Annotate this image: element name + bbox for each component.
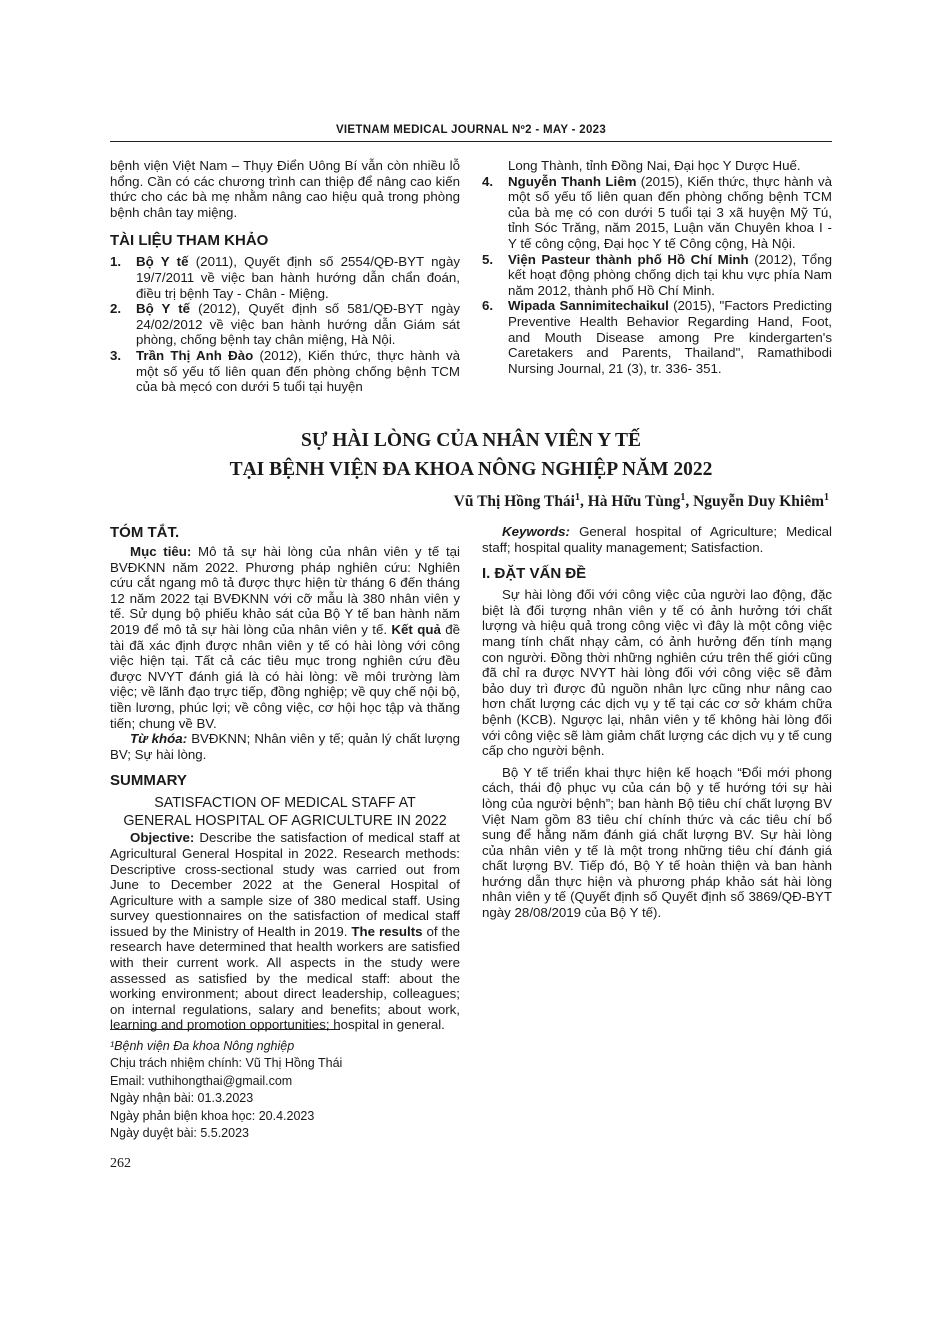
reference-author: Trần Thị Anh Đào: [136, 347, 254, 363]
author-name: Hà Hữu Tùng: [587, 493, 681, 511]
author-affiliation-mark: 1: [680, 492, 686, 503]
results-text-vi: đề tài đã xác định được nhân viên y tế có hài lòng với công việc hiện tại. Tất cả các tiêu mục trong nghiên cứu đều được NVYT đánh giá là có hài lòng: về môi trường làm việc; về lãnh đạo trực tiếp, đồng nghiệp; về quy chế nội bộ, tiền lương, phúc lợi; về công việc, cơ hội học tập và thăng tiến; chung về BV.: [110, 621, 460, 731]
prev-article-right-column: [482, 158, 832, 376]
tomtat-paragraph: [110, 544, 460, 731]
reference-number: 6.: [482, 298, 494, 314]
reference-text: (2012), Tổng kết hoạt động phòng chống dịch tại khu vực phía Nam năm 2012, thành phố Hồ Chí Minh.: [508, 251, 832, 298]
author-name: Nguyễn Duy Khiêm: [693, 493, 824, 511]
reference-item-3: [110, 348, 460, 395]
reference-number: 3.: [110, 347, 122, 363]
section-1-paragraph-2: Bộ Y tế triển khai thực hiện kế hoạch “Đổi mới phong cách, thái độ phục vụ của cán bộ y tế hướng tới sự hài lòng của người bệnh”; ban hành Bộ tiêu chí chất lượng BV Việt Nam gồm 83 tiêu chí chính thức và các tiêu chí bổ sung để hằng năm đánh giá chất lượng BV. Sự hài lòng của nhân viên y tế là một trong những tiêu chí đánh giá chất lượng BV. Tiếp đó, Bộ Y tế hoàn thiện và ban hành hướng dẫn thực hiện và phương pháp khảo sát hài lòng nhân viên y tế (Quyết định số Quyết định số 3869/QĐ-BYT ngày 28/08/2019 của Bộ Y tế).: [482, 764, 832, 921]
footnote-email: Email: vuthihongthai@gmail.com: [110, 1073, 293, 1088]
reference-3-continuation: Long Thành, tỉnh Đồng Nai, Đại học Y Dược Huế.: [508, 158, 801, 173]
article-title-line-2: TẠI BỆNH VIỆN ĐA KHOA NÔNG NGHIỆP NĂM 2022: [229, 459, 713, 480]
section-1-heading: I. ĐẶT VẤN ĐỀ: [482, 565, 587, 583]
keywords-text-en: General hospital of Agriculture; Medical staff; hospital quality management; Satisfaction.: [482, 524, 832, 555]
results-label-vi: Kết quả: [391, 621, 441, 637]
objective-label-vi: Mục tiêu:: [130, 544, 192, 559]
summary-paragraph: [110, 830, 460, 1033]
tomtat-heading: TÓM TẮT.: [110, 524, 180, 541]
reference-number: 4.: [482, 173, 494, 189]
prev-conclusion-tail: bệnh viện Việt Nam – Thụy Điển Uông Bí vẫn còn nhiều lỗ hổng. Cần có các chương trình can thiệp để nâng cao kiến thức cho các bà mẹ nhằm nâng cao hiệu quả trong phòng bệnh chân tay miệng.: [110, 158, 460, 220]
keywords-label-en: Keywords:: [502, 524, 570, 539]
reference-text: (2012), Kiến thức, thực hành và một số yếu tố liên quan đến phòng chống bệnh TCM của bà mẹcó con dưới 5 tuổi tại huyện: [136, 347, 460, 395]
reference-author: Bộ Y tế: [136, 301, 191, 317]
footnote-affiliation: ¹Bệnh viện Đa khoa Nông nghiệp: [110, 1039, 295, 1053]
keywords-paragraph-vi: [110, 731, 460, 762]
references-heading: TÀI LIỆU THAM KHẢO: [110, 232, 269, 250]
section-1-paragraph-1: Sự hài lòng đối với công việc của người lao động, đặc biệt là đối tượng nhân viên y tế có ảnh hưởng tới chất lượng và hiệu quả trong công việc vì đây là một công việc mang tính chất nhạy cảm, có ảnh hưởng đến tính mạng con người. Đồng thời những nghiên cứu trên thế giới cũng đã chỉ ra được NVYT hài lòng đối với công việc sẽ đảm bảo duy trì được đủ nguồn nhân lực cũng như nâng cao hơn chất lượng các dịch vụ y tế tại các cơ sở khám chữa bệnh (KCB). Ngược lại, nhân viên y tế không hài lòng đối với công việc sẽ làm giảm chất lượng các dịch vụ y tế cung cấp cho người bệnh.: [482, 587, 832, 759]
footnote: [110, 1038, 460, 1142]
footnote-rule: [110, 1029, 340, 1030]
results-text-en: of the research have determined that health workers are satisfied with their current work. All aspects in the study were assessed as satisfied by the medical staff: about the working environment; about direct leadership, colleagues; on internal regulations, salary and benefits; about work, learning and promotion opportunities; hospital in general.: [110, 923, 460, 1033]
reference-author: Wipada Sannimitechaikul: [508, 298, 669, 314]
author-separator: ,: [685, 493, 694, 511]
reference-item-4: [482, 174, 832, 252]
footnote-responsible: Chịu trách nhiệm chính: Vũ Thị Hồng Thái: [110, 1056, 343, 1071]
reference-text: (2015), Kiến thức, thực hành và một số yếu tố liên quan đến phòng chống bệnh TCM của bà mẹ có con dưới 5 tuổi tại 3 xã huyện Mỹ Tú, tỉnh Sóc Trăng, năm 2015, Luận văn Chuyên khoa I - Y tế công cộng, Đại học Y tế Công cộng, Hà Nội.: [508, 173, 832, 251]
reference-author: Nguyễn Thanh Liêm: [508, 173, 637, 189]
reference-item-6: [482, 298, 832, 376]
reference-number: 2.: [110, 301, 122, 317]
author-separator: ,: [580, 493, 588, 511]
footnote-accepted: Ngày duyệt bài: 5.5.2023: [110, 1126, 249, 1141]
abstract-left-column: [110, 524, 460, 1033]
objective-text-en: Describe the satisfaction of medical staff at Agricultural General Hospital in 2022. Research methods: Descriptive cross-sectional study was carried out from June to December 2022 at the General Hospital of Agriculture with a sample size of 380 medical staff. Using survey questionnaires on the satisfaction of medical staff issued by the Ministry of Health in 2019.: [110, 830, 460, 939]
reference-item-2: [110, 301, 460, 348]
reference-number: 5.: [482, 251, 494, 267]
keywords-paragraph-en: [482, 524, 832, 555]
reference-item-1: [110, 254, 460, 301]
author-affiliation-mark: 1: [575, 492, 580, 503]
article-title-line-1: SỰ HÀI LÒNG CỦA NHÂN VIÊN Y TẾ: [300, 430, 642, 451]
keywords-text-vi: BVĐKNN; Nhân viên y tế; quản lý chất lượng BV; Sự hài lòng.: [110, 731, 460, 762]
article-right-column: [482, 524, 832, 921]
reference-item-5: [482, 252, 832, 299]
footnote-reviewed: Ngày phản biện khoa học: 20.4.2023: [110, 1108, 315, 1123]
results-label-en: The results: [351, 923, 423, 939]
journal-header: VIETNAM MEDICAL JOURNAL Nº2 - MAY - 2023: [335, 124, 607, 136]
reference-text: (2012), Quyết định số 581/QĐ-BYT ngày 24/02/2012 về việc ban hành hướng dẫn Giám sát phòng, chống bệnh tay chân miệng, Hà Nội.: [136, 301, 460, 348]
keywords-label-vi: Từ khóa:: [130, 731, 188, 747]
page-number: 262: [110, 1156, 131, 1171]
reference-text: (2011), Quyết định số 2554/QĐ-BYT ngày 19/7/2011 về việc ban hành hướng dẫn chẩn đoán, điều trị bệnh Tay - Chân - Miệng.: [136, 254, 460, 301]
article-authors: [454, 492, 829, 511]
reference-text: (2015), "Factors Predicting Preventive Health Behavior Regarding Hand, Foot, and Mouth Disease among Pre kindergarten's Caretakers and Parents, Thailand", Ramathibodi Nursing Journal, 21 (3), tr. 336- 351.: [508, 298, 832, 376]
reference-author: Viện Pasteur thành phố Hồ Chí Minh: [508, 251, 749, 267]
reference-author: Bộ Y tế: [136, 254, 189, 270]
author-affiliation-mark: 1: [824, 492, 829, 503]
summary-heading: SUMMARY: [110, 772, 187, 790]
english-title: SATISFACTION OF MEDICAL STAFF AT GENERAL HOSPITAL OF AGRICULTURE IN 2022: [123, 795, 447, 830]
header-rule: [110, 141, 832, 142]
objective-text-vi: Mô tả sự hài lòng của nhân viên y tế tại BVĐKNN năm 2022. Phương pháp nghiên cứu: Nghiên cứu cắt ngang mô tả được thực hiện từ tháng 6 đến tháng 12 năm 2022 tại BVĐKNN với cỡ mẫu là 380 nhân viên y tế. Sử dụng bộ phiếu khảo sát của Bộ Y tế ban hành năm 2019 để mô tả sự hài lòng của nhân viên y tế.: [110, 544, 460, 637]
objective-label-en: Objective:: [130, 830, 195, 846]
footnote-received: Ngày nhận bài: 01.3.2023: [110, 1091, 254, 1106]
author-name: Vũ Thị Hồng Thái: [453, 493, 575, 511]
reference-number: 1.: [110, 254, 122, 270]
prev-article-left-column: [110, 158, 460, 395]
